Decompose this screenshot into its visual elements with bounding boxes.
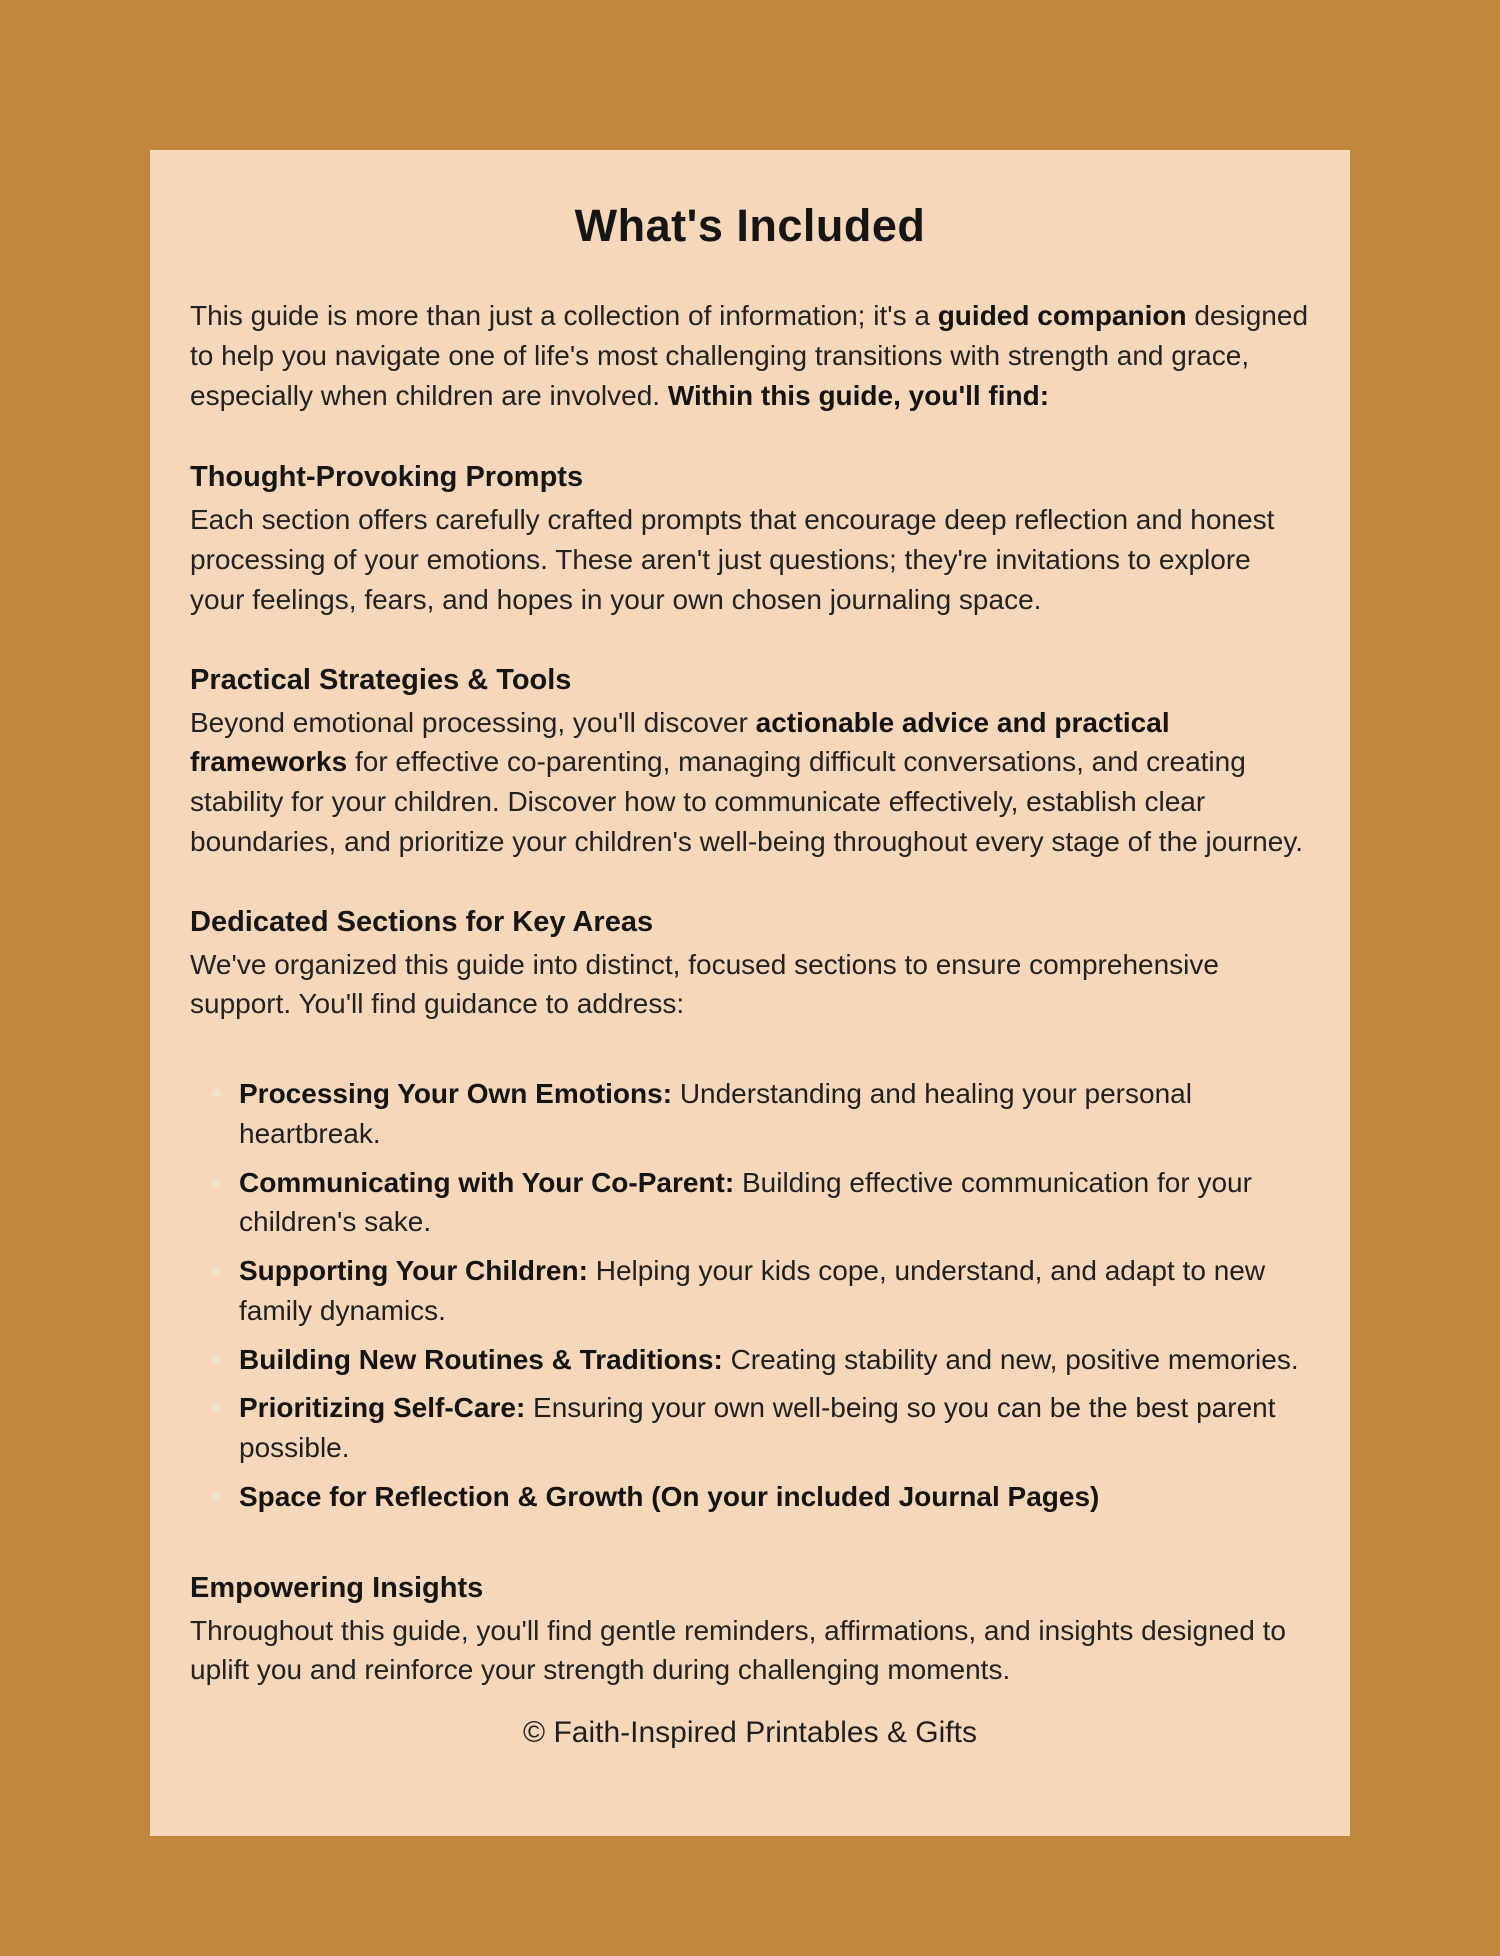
- page-title: What's Included: [574, 200, 926, 251]
- section-body: We've organized this guide into distinct, focused sections to ensure comprehensive support. You'll find guidance to address:: [190, 948, 1219, 1020]
- section-heading: Dedicated Sections for Key Areas: [190, 905, 654, 938]
- bullet-text: Space for Reflection & Growth (On your included Journal Pages): [239, 1480, 1100, 1512]
- bullet-text: Processing Your Own Emotions: Understanding and healing your personal heartbreak.: [239, 1078, 1192, 1149]
- section-dedicated-sections-key-areas: [190, 906, 1310, 1025]
- section-thought-provoking-prompts: [190, 461, 1310, 619]
- bullet-marker-icon: [212, 1492, 221, 1501]
- list-item: [212, 1251, 1310, 1331]
- bullet-text: Building New Routines & Traditions: Creating stability and new, positive memories.: [239, 1343, 1299, 1375]
- section-heading: Thought-Provoking Prompts: [190, 461, 584, 494]
- list-item: [212, 1163, 1310, 1243]
- section-body: Each section offers carefully crafted prompts that encourage deep reflection and honest processing of your emotions. These aren't just questions; they're invitations to explore your feelings, fears, and hopes in your own chosen journaling space.: [190, 504, 1275, 615]
- section-heading: Empowering Insights: [190, 1571, 484, 1604]
- list-item: [212, 1340, 1310, 1380]
- key-areas-bullet-list: [190, 1074, 1310, 1526]
- bullet-text: Prioritizing Self-Care: Ensuring your own well-being so you can be the best parent possible.: [239, 1392, 1276, 1463]
- bullet-text: Supporting Your Children: Helping your kids cope, understand, and adapt to new family dynamics.: [239, 1255, 1266, 1326]
- section-body: Throughout this guide, you'll find gentle reminders, affirmations, and insights designed to uplift you and reinforce your strength during challenging moments.: [190, 1614, 1286, 1686]
- intro-paragraph: This guide is more than just a collection of information; it's a guided companion designed to help you navigate one of life's most challenging transitions with strength and grace, especially when children are involved. Within this guide, you'll find:: [190, 300, 1309, 411]
- section-body: Beyond emotional processing, you'll discover actionable advice and practical frameworks for effective co-parenting, managing difficult conversations, and creating stability for your children. Discover how to communicate effectively, establish clear boundaries, and prioritize your children's well-being throughout every stage of the journey.: [190, 706, 1304, 857]
- list-item: [212, 1074, 1310, 1154]
- list-item: [212, 1477, 1310, 1517]
- bullet-marker-icon: [212, 1266, 221, 1275]
- bullet-text: Communicating with Your Co-Parent: Building effective communication for your children's sake.: [239, 1166, 1252, 1238]
- bullet-marker-icon: [212, 1089, 221, 1098]
- list-item: [212, 1388, 1310, 1468]
- copyright-footer: © Faith-Inspired Printables & Gifts: [523, 1716, 977, 1749]
- section-practical-strategies-tools: [190, 664, 1310, 862]
- bullet-marker-icon: [212, 1403, 221, 1412]
- bullet-marker-icon: [212, 1355, 221, 1364]
- bullet-marker-icon: [212, 1178, 221, 1187]
- section-empowering-insights: [190, 1572, 1310, 1691]
- content-card: [150, 150, 1350, 1836]
- section-heading: Practical Strategies & Tools: [190, 663, 572, 696]
